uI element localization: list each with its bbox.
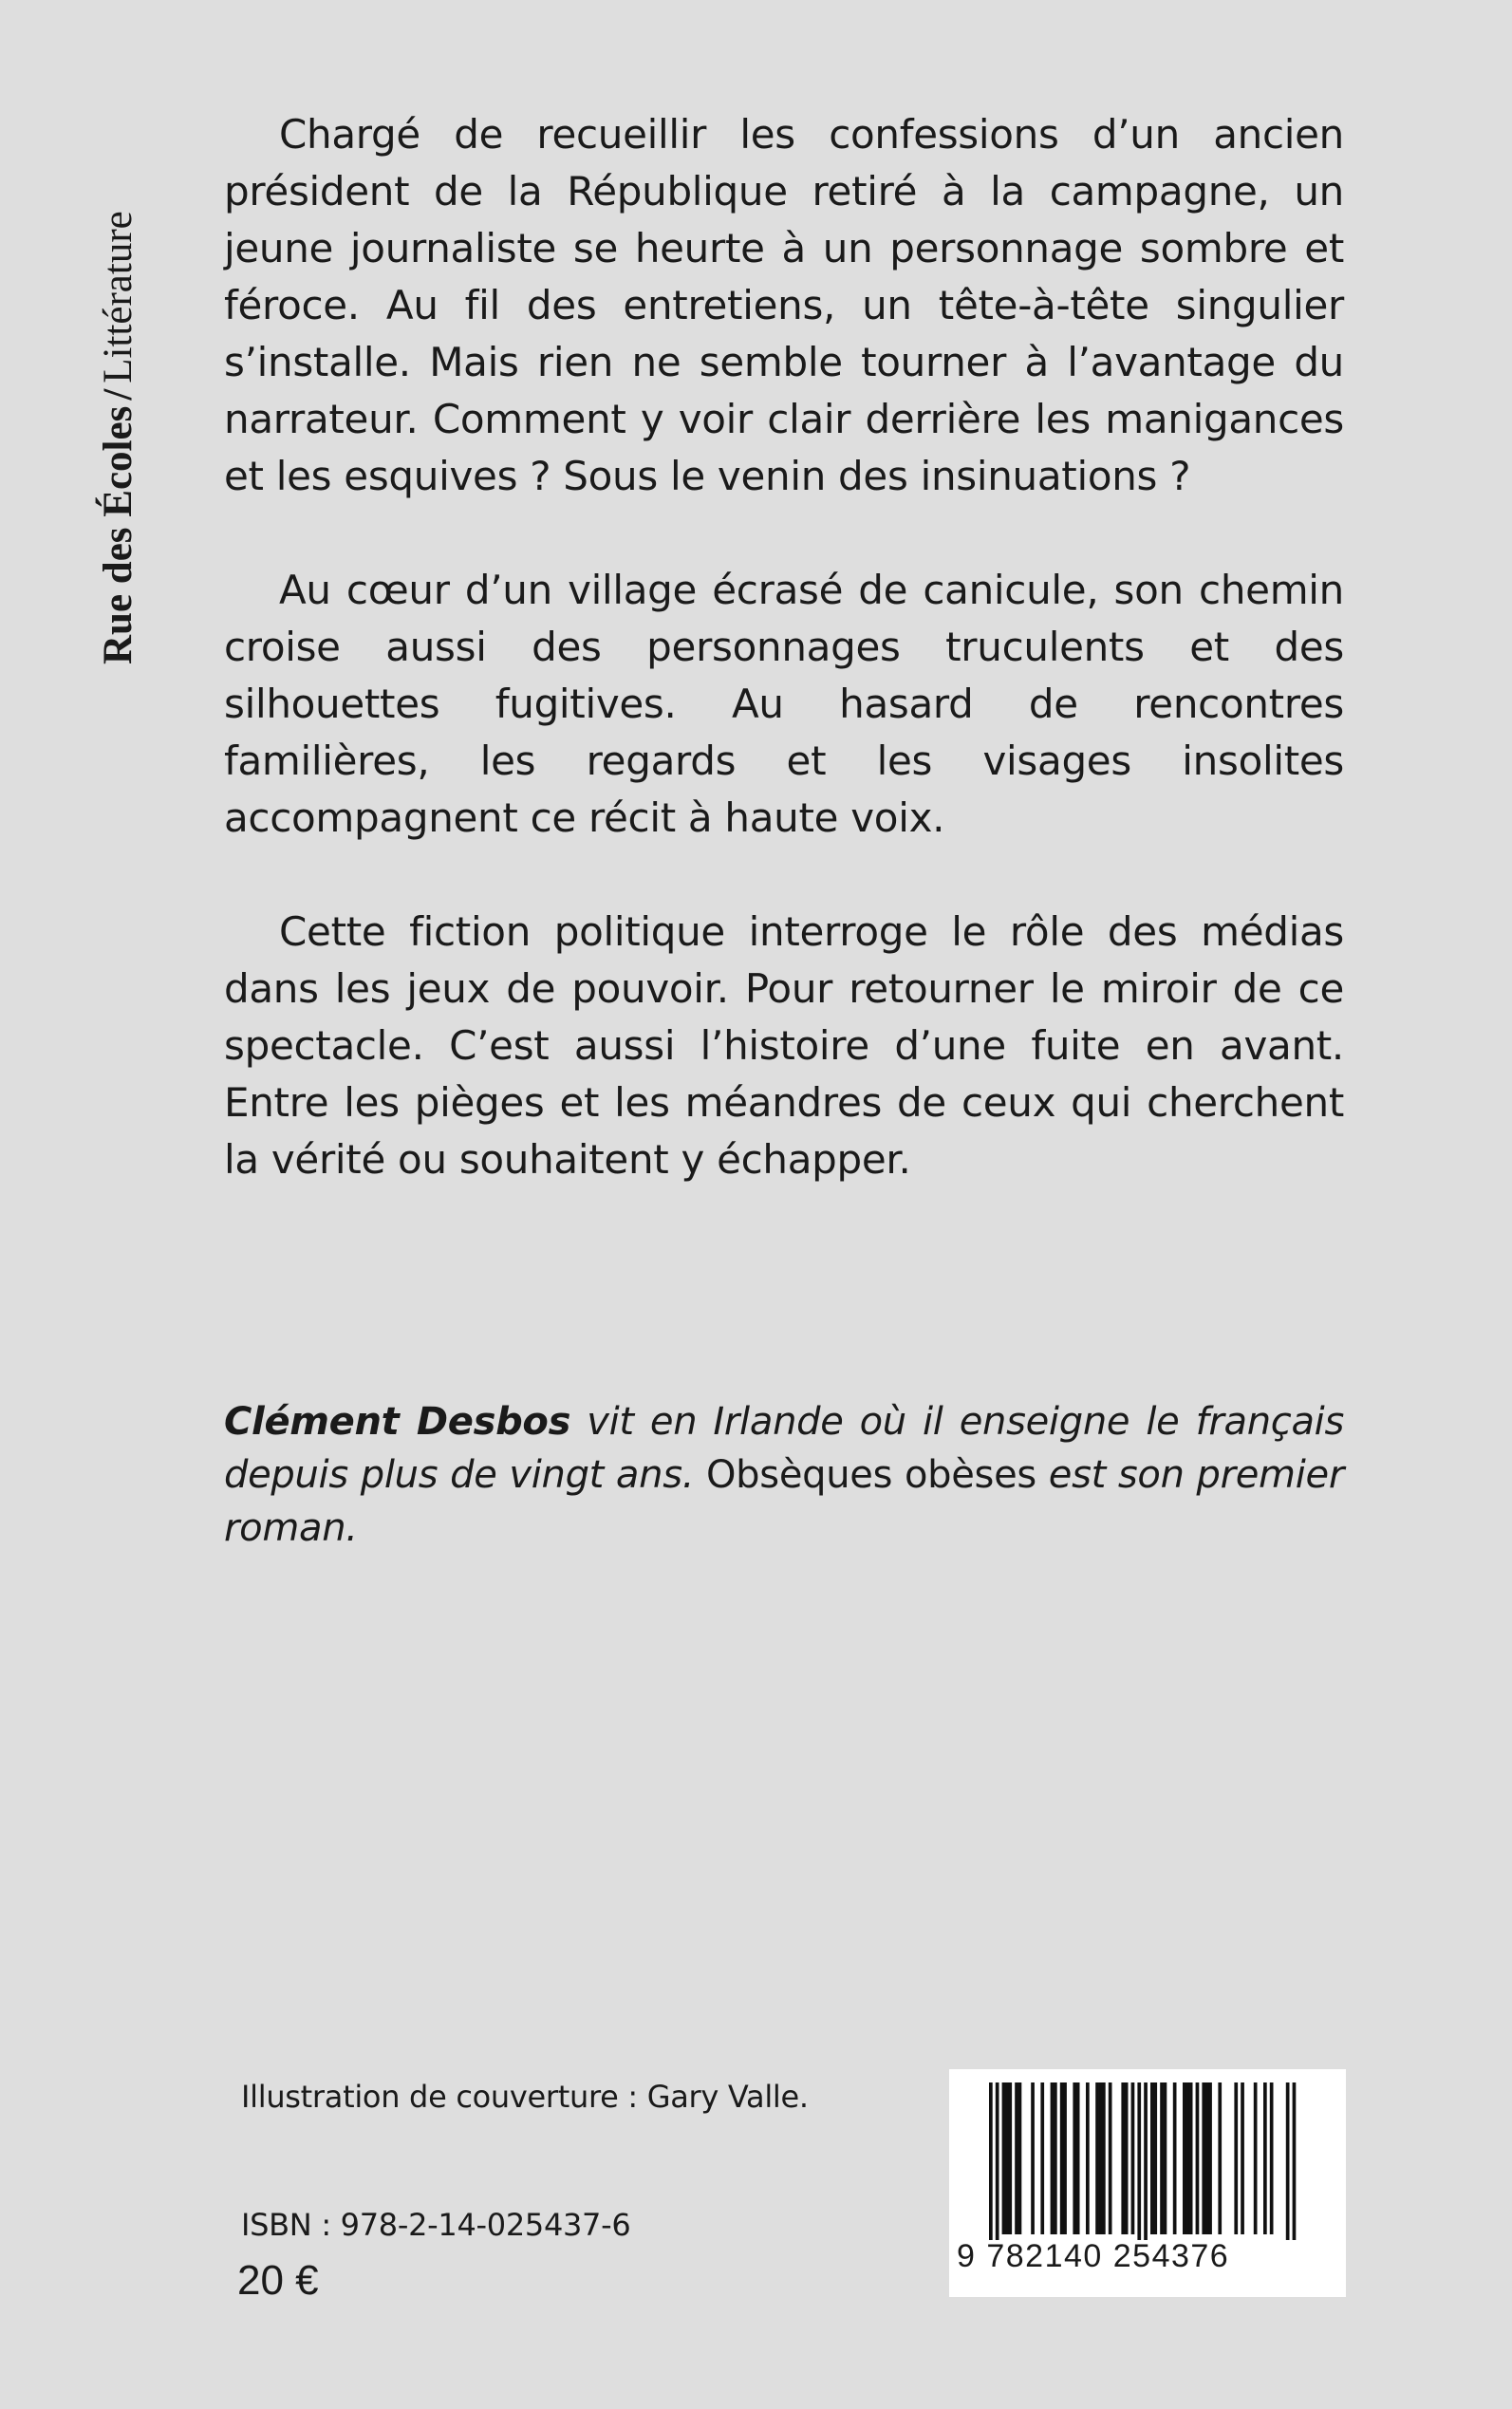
barcode-bars [949,2069,1346,2240]
price: 20 € [237,2257,319,2304]
author-name: Clément Desbos [224,1400,571,1444]
barcode-bar [1293,2082,1297,2240]
barcode-bar [1254,2082,1258,2234]
series-separator: / [96,388,140,401]
barcode-bar [1183,2082,1186,2234]
barcode-bar [1076,2082,1080,2234]
barcode-bar [989,2082,993,2240]
barcode-bar [1218,2082,1222,2234]
barcode-bar [1040,2082,1044,2234]
barcode-bar [1173,2082,1177,2234]
barcode-bar [1185,2082,1189,2234]
spine-label [95,211,141,664]
barcode-bar [1073,2082,1076,2234]
barcode-bar [1164,2082,1167,2234]
author-bio-text-2: est son premier roman. [224,1453,1344,1550]
barcode-bar [1002,2082,1006,2234]
barcode-bar [1270,2082,1274,2234]
isbn: ISBN : 978-2-14-025437-6 [241,2207,631,2243]
author-bio [224,1395,1344,1555]
barcode-bar [1144,2082,1148,2240]
barcode-bar [1196,2082,1200,2234]
barcode-bar [1131,2082,1135,2234]
summary-paragraph-2: Au cœur d’un village écrasé de canicule, son chemin croise aussi des personnages truculents et des silhouettes fugitives. Au hasard de rencontres familières, les regards et les visages insolites accompagnent ce récit à haute voix. [224,567,1344,841]
barcode-bar [1125,2082,1129,2234]
author-bio-text-1: vit en Irlande où il enseigne le français depuis plus de vingt ans. [224,1400,1345,1497]
book-summary [224,106,1344,1188]
barcode-bar [1205,2082,1209,2234]
barcode-bar [1095,2082,1099,2234]
barcode-bar [1208,2082,1212,2234]
barcode-bar [1008,2082,1012,2234]
barcode-bar [1234,2082,1238,2234]
barcode-bar [1063,2082,1067,2234]
barcode-bar [1018,2082,1022,2234]
barcode-bar [1202,2082,1205,2234]
collection-name: Littérature [96,211,140,383]
barcode-bar [1015,2082,1018,2234]
barcode-bar [1160,2082,1164,2234]
barcode-bar [1150,2082,1154,2234]
barcode-bar [1102,2082,1106,2234]
barcode-bar [1086,2082,1090,2234]
barcode-bar [1051,2082,1055,2234]
barcode-bar [1121,2082,1125,2234]
summary-paragraph-3: Cette fiction politique interroge le rôle des médias dans les jeux de pouvoir. Pour retourner le miroir de ce spectacle. C’est aussi l’histoire d’une fuite en avant. Entre les pièges et les méandres de ceux qui cherchent la vérité ou souhaitent y échapper. [224,908,1344,1183]
barcode-bar [1241,2082,1244,2234]
barcode-bar [1263,2082,1267,2234]
barcode-bar [1054,2082,1057,2234]
barcode-bar [1109,2082,1112,2234]
barcode-bar [1031,2082,1035,2234]
barcode-bar [1286,2082,1290,2240]
barcode-bar [1137,2082,1141,2240]
barcode-bar [996,2082,999,2240]
barcode-bar [1005,2082,1009,2234]
barcode [949,2069,1346,2297]
series-name: Rue des Écoles [96,405,140,664]
barcode-bar [1189,2082,1193,2234]
summary-paragraph-1: Chargé de recueillir les confessions d’un ancien président de la République retiré à la campagne, un jeune journaliste se heurte à un personnage sombre et féroce. Au fil des entretiens, un tête-à-tête singulier s’installe. Mais rien ne semble tourner à l’avantage du narrateur. Comment y voir clair derrière les manigances et les esquives ? Sous le venin des insinuations ? [224,111,1344,499]
book-title: Obsèques obèses [706,1453,1036,1497]
barcode-bar [1153,2082,1157,2234]
barcode-bar [1060,2082,1064,2234]
illustration-credit: Illustration de couverture : Gary Valle. [241,2079,809,2115]
barcode-digits: 9 782140 254376 [957,2238,1230,2274]
barcode-bar [1099,2082,1103,2234]
